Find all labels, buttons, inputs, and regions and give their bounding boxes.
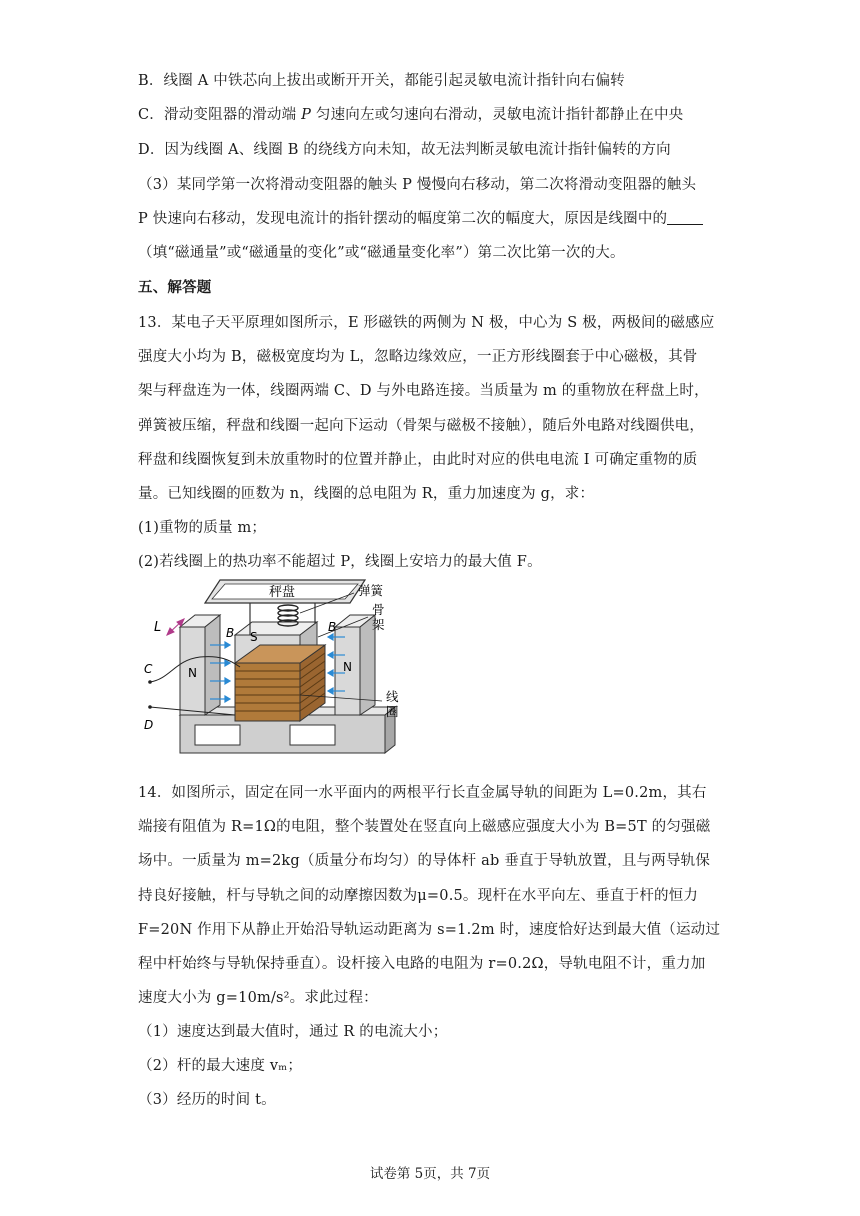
q13-line1: 13．某电子天平原理如图所示，E 形磁铁的两侧为 N 极，中心为 S 极，两极间的磁感应: [138, 315, 715, 331]
coil-label-1: 线: [386, 689, 399, 704]
q12-part3-line2: P 快速向右移动，发现电流计的指针摆动的幅度第二次的幅度大，原因是线圈中的: [138, 209, 723, 229]
spring-label: 弹簧: [358, 583, 384, 598]
q14-line4: 持良好接触，杆与导轨之间的动摩擦因数为μ=0.5。现杆在水平向左、垂直于杆的恒力: [138, 888, 699, 904]
terminal-c-label: C: [144, 662, 153, 676]
q14-part1: （1）速度达到最大值时，通过 R 的电流大小；: [138, 1024, 448, 1040]
q13-line4: 弹簧被压缩，秤盘和线圈一起向下运动（骨架与磁极不接触），随后外电路对线圈供电，: [138, 418, 705, 434]
q12-part3-line3: （填“磁通量”或“磁通量的变化”或“磁通量变化率”）第二次比第一次的大。: [138, 245, 625, 261]
q13-line2: 强度大小均为 B，磁极宽度均为 L，忽略边缘效应，一正方形线圈套于中心磁极，其骨: [138, 349, 698, 365]
q14-part2: （2）杆的最大速度 vₘ；: [138, 1058, 303, 1074]
page-footer: 试卷第 5页，共 7页: [369, 1166, 491, 1182]
q13-part2: (2)若线圈上的热功率不能超过 P，线圈上安培力的最大值 F。: [138, 554, 542, 570]
option-c: C．滑动变阻器的滑动端 P 匀速向左或匀速向右滑动，灵敏电流计指针都静止在中央: [138, 107, 684, 123]
option-d: D．因为线圈 A、线圈 B 的绕线方向未知，故无法判断灵敏电流计指针偏转的方向: [138, 142, 671, 158]
pan-label: 秤盘: [268, 585, 296, 600]
n-pole-label-right: N: [343, 660, 352, 674]
terminal-d-label: D: [144, 718, 154, 732]
section-title: 五、解答题: [138, 280, 212, 296]
option-b: B．线圈 A 中铁芯向上拔出或断开开关，都能引起灵敏电流计指针向右偏转: [138, 73, 625, 89]
q14-line7: 速度大小为 g=10m/s²。求此过程：: [138, 990, 378, 1006]
answer-blank: [667, 210, 703, 225]
electronic-balance-diagram: [140, 575, 415, 765]
q12-part3-line1: （3）某同学第一次将滑动变阻器的触头 P 慢慢向右移动，第二次将滑动变阻器的触头: [138, 177, 697, 193]
q13-line6: 量。已知线圈的匝数为 n，线圈的总电阻为 R，重力加速度为 g，求：: [138, 486, 595, 502]
q14-line2: 端接有阻值为 R=1Ω的电阻，整个装置处在竖直向上磁感应强度大小为 B=5T 的匀强磁: [138, 819, 711, 835]
field-label-left: B: [226, 626, 235, 640]
coil-label-2: 圈: [386, 704, 399, 719]
q14-part3: （3）经历的时间 t。: [138, 1092, 276, 1108]
width-label: L: [154, 620, 162, 635]
q14-line5: F=20N 作用下从静止开始沿导轨运动距离为 s=1.2m 时，速度恰好达到最大值（运动过: [138, 922, 721, 938]
frame-label-2: 架: [372, 617, 385, 632]
q13-line3: 架与秤盘连为一体，线圈两端 C、D 与外电路连接。当质量为 m 的重物放在秤盘上时，: [138, 383, 709, 399]
q14-line1: 14．如图所示，固定在同一水平面内的两根平行长直金属导轨的间距为 L=0.2m，其右: [138, 785, 707, 801]
q14-line3: 场中。一质量为 m=2kg（质量分布均匀）的导体杆 ab 垂直于导轨放置，且与两导轨保: [138, 853, 711, 869]
q14-line6: 程中杆始终与导轨保持垂直）。设杆接入电路的电阻为 r=0.2Ω，导轨电阻不计，重力加: [138, 956, 706, 972]
n-pole-label-left: N: [188, 666, 197, 680]
field-label-right: B: [328, 620, 337, 634]
frame-label-1: 骨: [372, 602, 385, 617]
s-pole-label: S: [250, 630, 258, 644]
q13-line5: 秤盘和线圈恢复到未放重物时的位置并静止，由此时对应的供电电流 I 可确定重物的质: [138, 452, 698, 468]
q13-part1: (1)重物的质量 m；: [138, 520, 267, 536]
